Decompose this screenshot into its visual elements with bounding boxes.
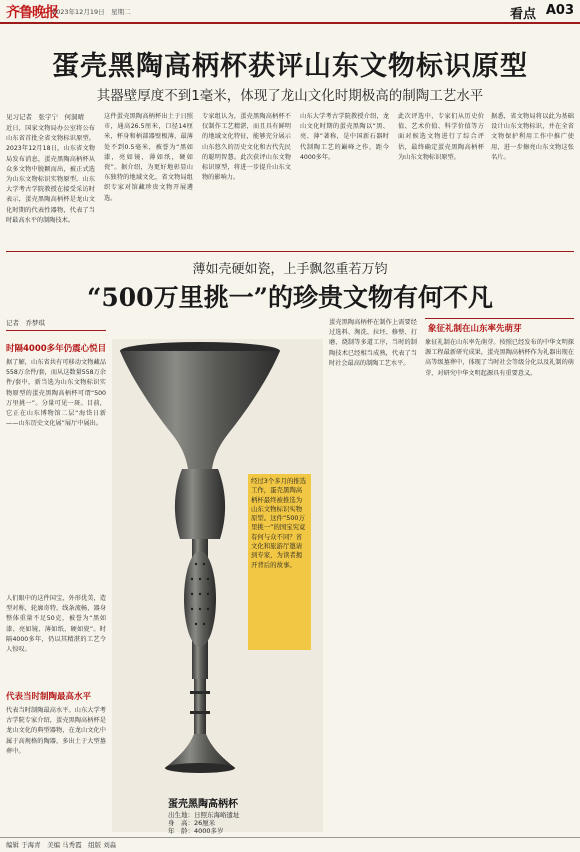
issue-date: 2023年12月19日 星期二: [52, 8, 131, 16]
top-story-byline: 见习记者 张宇宁 何洞晴: [6, 113, 84, 121]
column-rule-right: [425, 318, 574, 319]
top-story-column-2: 这件蛋壳黑陶高柄杯出土于日照市，通高26.5厘米，口径14厘米，杯身和柄部器壁极薄，最薄处不到0.5毫米，被誉为“黑如漆，亮如镜，薄如纸，硬如瓷”。据介绍，为更好地彰显山东独特的地域文化，省文物局组织专家对馆藏珍贵文物开展遴选。: [104, 113, 193, 202]
photo-caption: 经过3个多月的推选工作，蛋壳黑陶高柄杯最终被推选为山东文物标识实物原型。这件“500万里挑一”的国宝究竟有何与众不同？省文化和旅游厅邀请到专家，为读者揭开背后的故事。: [251, 477, 307, 569]
feature-column-1c: 代表当时制陶最高水平。山东大学考古学院专家介绍，蛋壳黑陶高柄杯是龙山文化的典型器物，在龙山文化中属于高规格的陶器，多出土于大型墓葬中。: [6, 707, 106, 755]
feature-kicker: 薄如壳硬如瓷，上手飘忽重若万钧: [192, 262, 388, 277]
feature-column-1b: 人们眼中的这件国宝，外形优美，造型对称，轮廓奇特，线条流畅，器身整体重量不足50克，被誉为“黑如漆、亮如镜、薄如纸、硬如瓷”。时隔4000多年，仍以其精湛的工艺令人惊叹。: [6, 595, 106, 654]
feature-subhead-1: 时隔4000多年仍震心悦目: [6, 344, 107, 354]
feature-subhead-2: 代表当时制陶最高水平: [6, 692, 92, 702]
main-subheadline: 其器壁厚度不到1毫米，体现了龙山文化时期极高的制陶工艺水平: [96, 88, 484, 104]
section-divider: [6, 251, 574, 252]
footer-credits: 编辑 于海青 美编 马秀霞 组版 刘淼: [6, 841, 117, 849]
top-story-column-6: 据悉，省文物局将以此为基础设计山东文物标识，并在全省文物保护利用工作中推广使用，进一步擦亮山东文物这张名片。: [491, 113, 574, 161]
artifact-label-origin: 出生地：日照东海峪遗址: [168, 811, 240, 819]
feature-byline: 记者 乔梦琪: [6, 319, 45, 327]
top-story-column-1: 近日，国家文物局办公室将公布山东省首批全省文物标识原型。2023年12月18日，山东省文物局发布消息，蛋壳黑陶高柄杯从众多文物中脱颖而出，被正式选为山东文物标识实物原型。山东大学考古学院教授在接受采访时表示，蛋壳黑陶高柄杯是龙山文化时期的代表性器物，代表了当时最高水平的制陶技术。: [6, 125, 95, 224]
feature-headline: “500万里挑一”的珍贵文物有何不凡: [87, 283, 493, 312]
feature-column-2: 蛋壳黑陶高柄杯在制作上需要经过选料、淘洗、拉坯、修整、打磨、烧制等多道工序，当时的制陶技术已经相当成熟，代表了当时社会最高的制陶工艺水平。: [329, 319, 417, 367]
main-headline: 蛋壳黑陶高柄杯获评山东文物标识原型: [52, 51, 528, 82]
page-number: A03: [545, 3, 574, 18]
photo-caption-box: [248, 474, 311, 650]
feature-column-3: 象征礼制在山东率先萌芽。按照已经发布的中华文明探源工程最新研究成果，蛋壳黑陶高柄杯作为礼器出现在高等级墓葬中，体现了当时社会等级分化以及礼制的萌芽，对研究中华文明起源具有重要意义。: [425, 339, 574, 377]
column-rule: [6, 330, 106, 331]
top-story-column-5: 此次评选中，专家们从历史价值、艺术价值、科学价值等方面对候选文物进行了综合评估，最终确定蛋壳黑陶高柄杯为山东文物标识原型。: [398, 113, 484, 161]
feature-subhead-3: 象征礼制在山东率先萌芽: [428, 324, 522, 334]
artifact-label-height: 身 高：26厘米: [168, 819, 216, 827]
top-story-column-4: 山东大学考古学院教授介绍，龙山文化时期的蛋壳黑陶以“黑、亮、薄”著称，是中国新石器时代制陶工艺的巅峰之作，距今4000多年。: [300, 113, 389, 161]
newspaper-logo: 齐鲁晚报: [6, 5, 58, 21]
feature-column-1: 据了解，山东省共有可移动文物藏品558万余件/套，而从这数量558万余件/套中，新当选为山东文物标识实物原型的蛋壳黑陶高柄杯可谓“500万里挑一”。分量可见一斑。目前，它正在山东博物馆二层“海岱日新——山东历史文化展”展厅中展出。: [6, 359, 106, 428]
top-story-column-3: 专家组认为，蛋壳黑陶高柄杯不仅制作工艺精湛，而且具有鲜明的地域文化特征，能够充分展示山东悠久的历史文化和古代先民的聪明智慧。此次获评山东文物标识原型，将进一步提升山东文物的影响力。: [202, 113, 291, 182]
artifact-label-age: 年 龄：4000多岁: [168, 827, 224, 835]
artifact-label-title: 蛋壳黑陶高柄杯: [168, 799, 238, 810]
section-name: 看点: [509, 7, 536, 22]
